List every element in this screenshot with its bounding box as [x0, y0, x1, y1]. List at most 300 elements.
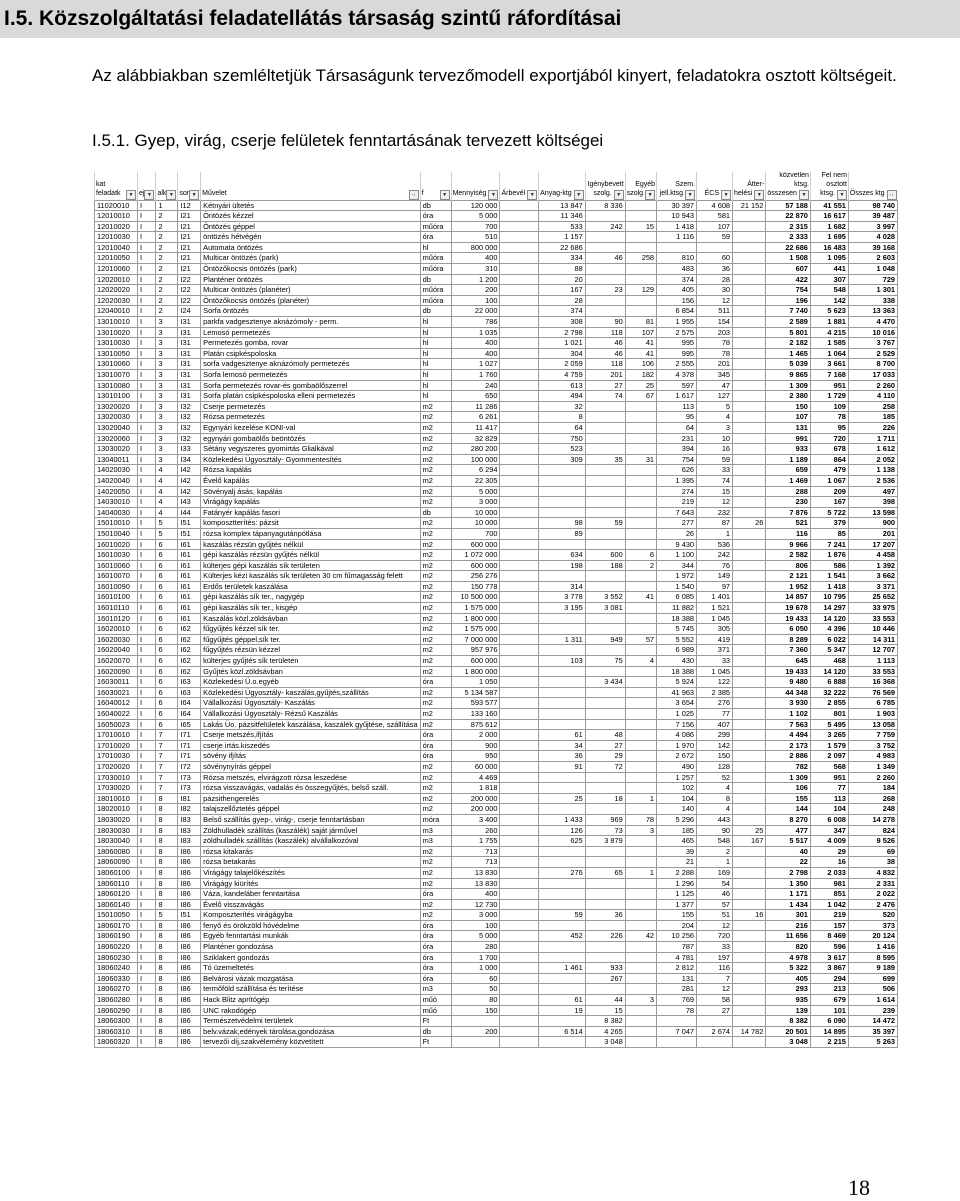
table-cell: I [138, 783, 156, 794]
table-cell: 2 033 [810, 867, 848, 878]
table-cell: 294 [810, 973, 848, 984]
table-cell: 7 [697, 973, 733, 984]
table-cell: óra [420, 931, 451, 942]
table-cell: 13010030 [95, 338, 138, 349]
table-cell [539, 889, 586, 900]
table-cell: Automata öntözés [201, 242, 420, 253]
table-cell: m2 [420, 899, 451, 910]
table-cell: 9 189 [848, 963, 897, 974]
table-cell: 18060220 [95, 942, 138, 953]
table-cell: cserje irtás.kiszedés [201, 740, 420, 751]
table-cell: 2 [156, 253, 178, 264]
table-cell: 11 882 [657, 603, 697, 614]
table-cell: 3 867 [810, 963, 848, 974]
table-cell: 4 028 [848, 232, 897, 243]
table-cell: 41 551 [810, 200, 848, 211]
table-cell: 209 [810, 486, 848, 497]
table-cell: 200 000 [451, 793, 500, 804]
filter-dropdown-icon[interactable]: ▼ [166, 190, 176, 200]
table-cell [625, 274, 656, 285]
table-cell: 1 027 [451, 359, 500, 370]
table-cell: komposztterítés: pázsit [201, 518, 420, 529]
table-cell [500, 920, 539, 931]
table-cell [500, 422, 539, 433]
table-cell [625, 264, 656, 275]
table-cell [500, 836, 539, 847]
table-cell: I42 [178, 486, 201, 497]
table-cell: 634 [539, 550, 586, 561]
table-cell: 201 [848, 528, 897, 539]
table-cell: 8 336 [585, 200, 625, 211]
table-cell: 3 [156, 412, 178, 423]
table-cell: Öntözőkocsis öntözés (planéter) [201, 295, 420, 306]
table-cell [539, 571, 586, 582]
filter-dropdown-icon[interactable]: -↓ [887, 190, 897, 200]
header-label-row [139, 190, 154, 200]
table-cell [500, 624, 539, 635]
table-cell: m2 [420, 454, 451, 465]
filter-dropdown-icon[interactable]: ▼ [527, 190, 537, 200]
table-cell: Virágágy kapálás [201, 497, 420, 508]
table-cell [539, 613, 586, 624]
table-cell: 806 [766, 560, 811, 571]
table-cell: Sziklakert gondozás [201, 952, 420, 963]
table-cell [585, 666, 625, 677]
table-cell [625, 645, 656, 656]
table-cell [733, 359, 766, 370]
table-cell: 13 363 [848, 306, 897, 317]
filter-dropdown-icon[interactable]: ▼ [440, 190, 450, 200]
table-cell: 12 [697, 497, 733, 508]
filter-dropdown-icon[interactable]: ▼ [614, 190, 624, 200]
table-cell [625, 444, 656, 455]
table-row [95, 931, 898, 942]
table-cell: 581 [697, 211, 733, 222]
table-cell: 8 [156, 889, 178, 900]
header-label: ÉCS [704, 190, 720, 198]
header-label: Átter- [747, 180, 765, 188]
table-cell: Tó üzemeltetés [201, 963, 420, 974]
table-cell: 17010010 [95, 730, 138, 741]
table-cell: 2 385 [697, 687, 733, 698]
table-cell [500, 761, 539, 772]
table-cell: 8 469 [810, 931, 848, 942]
table-cell: Lemosó permetezés [201, 327, 420, 338]
table-cell: 11 286 [451, 401, 500, 412]
table-cell [733, 391, 766, 402]
table-cell: 613 [539, 380, 586, 391]
table-cell [500, 401, 539, 412]
table-cell: 597 [657, 380, 697, 391]
table-cell: sövény ifjítás [201, 751, 420, 762]
table-cell [697, 1037, 733, 1048]
table-row [95, 454, 898, 465]
table-cell: 1 876 [810, 550, 848, 561]
table-cell [500, 444, 539, 455]
table-cell: 240 [451, 380, 500, 391]
table-cell: 720 [697, 931, 733, 942]
table-cell: I63 [178, 677, 201, 688]
table-cell: 1 418 [810, 581, 848, 592]
table-cell: I [138, 719, 156, 730]
table-cell [500, 814, 539, 825]
table-cell: 5 495 [810, 719, 848, 730]
table-cell: 1 025 [657, 709, 697, 720]
table-cell: 90 [697, 825, 733, 836]
table-cell: Öntözés kézzel [201, 211, 420, 222]
table-cell: 4 378 [657, 370, 697, 381]
table-cell: 13 058 [848, 719, 897, 730]
table-cell [585, 465, 625, 476]
table-cell: 6 022 [810, 634, 848, 645]
table-cell [500, 751, 539, 762]
table-cell [500, 539, 539, 550]
table-cell: 18030040 [95, 836, 138, 847]
table-cell: 12010050 [95, 253, 138, 264]
table-cell: 16020010 [95, 624, 138, 635]
table-cell: hl [420, 242, 451, 253]
table-cell: I [138, 518, 156, 529]
header-label-row [202, 190, 418, 200]
table-row [95, 751, 898, 762]
table-cell: 36 [585, 910, 625, 921]
table-cell: 568 [810, 761, 848, 772]
table-cell: db [420, 306, 451, 317]
table-cell [500, 867, 539, 878]
table-cell: I [138, 581, 156, 592]
table-cell: m2 [420, 422, 451, 433]
table-cell: hl [420, 359, 451, 370]
table-cell: I [138, 677, 156, 688]
table-cell: m2 [420, 613, 451, 624]
table-cell: I [138, 666, 156, 677]
table-cell: Sétány vegyszeres gyomirtás Glialkával [201, 444, 420, 455]
table-cell: 27 [697, 1005, 733, 1016]
filter-dropdown-icon[interactable]: ▼ [799, 190, 809, 200]
table-row [95, 656, 898, 667]
table-cell [733, 603, 766, 614]
table-cell: Öntözőkocsis öntözés (park) [201, 264, 420, 275]
table-cell: 242 [585, 221, 625, 232]
table-cell: m2 [420, 401, 451, 412]
table-cell: 75 [585, 656, 625, 667]
table-cell: 260 [451, 825, 500, 836]
table-cell: 5 924 [657, 677, 697, 688]
table-cell: I61 [178, 571, 201, 582]
table-cell: 1 508 [766, 253, 811, 264]
table-cell: 13020030 [95, 412, 138, 423]
table-cell [500, 698, 539, 709]
table-cell: 154 [697, 317, 733, 328]
table-cell: 6 989 [657, 645, 697, 656]
table-cell: óra [420, 973, 451, 984]
table-cell: I61 [178, 539, 201, 550]
table-cell: 231 [657, 433, 697, 444]
table-row [95, 391, 898, 402]
table-cell: 139 [766, 1005, 811, 1016]
table-cell: m2 [420, 687, 451, 698]
table-cell [733, 550, 766, 561]
header-row [95, 172, 898, 200]
table-cell: 468 [810, 656, 848, 667]
table-cell [733, 920, 766, 931]
table-cell: 50 [451, 984, 500, 995]
table-cell [500, 634, 539, 645]
table-cell: 27 [585, 380, 625, 391]
table-cell: Közlekedési Ügyosztály- kaszálás,gyűjtés,szállítás [201, 687, 420, 698]
table-cell: I [138, 211, 156, 222]
table-cell: 8 [156, 952, 178, 963]
table-cell: óra [420, 952, 451, 963]
table-cell: I [138, 370, 156, 381]
filter-dropdown-icon[interactable]: ▼ [126, 190, 136, 200]
table-cell: 5 000 [451, 931, 500, 942]
table-cell: 307 [810, 274, 848, 285]
table-cell: 59 [697, 232, 733, 243]
table-cell: 18020010 [95, 804, 138, 815]
table-cell: I [138, 401, 156, 412]
filter-dropdown-icon[interactable]: ▼ [837, 190, 847, 200]
table-cell: 3 [156, 338, 178, 349]
table-cell: 118 [585, 359, 625, 370]
table-cell: 4 [156, 475, 178, 486]
table-cell: 6 [156, 645, 178, 656]
table-cell: 11020010 [95, 200, 138, 211]
header-label: Szem. [675, 180, 696, 188]
table-cell: 32 829 [451, 433, 500, 444]
table-cell: 12 [697, 984, 733, 995]
table-cell: 118 [585, 327, 625, 338]
table-cell: külterjes gyűjtés sík területen [201, 656, 420, 667]
table-cell: 20 [539, 274, 586, 285]
table-cell [733, 422, 766, 433]
table-cell: m2 [420, 592, 451, 603]
header-label: ktsg. [794, 180, 809, 188]
table-cell: 3 552 [585, 592, 625, 603]
table-cell: m2 [420, 857, 451, 868]
table-cell: hl [420, 338, 451, 349]
table-cell: 800 000 [451, 242, 500, 253]
table-cell [625, 624, 656, 635]
table-cell: I [138, 963, 156, 974]
table-cell: Ft [420, 1037, 451, 1048]
table-cell: 1 700 [451, 952, 500, 963]
table-cell: 106 [625, 359, 656, 370]
table-cell: 6 050 [766, 624, 811, 635]
table-cell: 13010100 [95, 391, 138, 402]
table-cell [625, 984, 656, 995]
table-cell: 950 [451, 751, 500, 762]
table-cell [500, 1005, 539, 1016]
table-cell: fűgyűjtés rézsün kézzel [201, 645, 420, 656]
table-cell: gépi kaszálás sík ter., nagygép [201, 592, 420, 603]
table-cell: 12010020 [95, 221, 138, 232]
table-cell: I63 [178, 687, 201, 698]
table-cell: 8 [156, 814, 178, 825]
filter-dropdown-icon[interactable]: ▼ [488, 190, 498, 200]
table-cell [451, 1037, 500, 1048]
filter-dropdown-icon[interactable]: ▼ [754, 190, 764, 200]
table-cell: 5 039 [766, 359, 811, 370]
table-cell: 33 553 [848, 666, 897, 677]
table-cell: műóra [420, 285, 451, 296]
table-cell: 6 085 [657, 592, 697, 603]
table-cell: 28 [539, 295, 586, 306]
table-cell: I72 [178, 761, 201, 772]
table-cell: I [138, 772, 156, 783]
table-cell: 20 124 [848, 931, 897, 942]
table-cell: 2 173 [766, 740, 811, 751]
table-cell [585, 433, 625, 444]
table-cell: 35 [585, 454, 625, 465]
table-cell: óra [420, 963, 451, 974]
table-cell [585, 920, 625, 931]
table-row [95, 422, 898, 433]
table-cell: UNC rakodógép [201, 1005, 420, 1016]
table-cell: 2 674 [697, 1026, 733, 1037]
table-cell [539, 899, 586, 910]
table-cell: 216 [766, 920, 811, 931]
table-cell: I86 [178, 931, 201, 942]
table-cell: fűgyűjtés géppel,sík ter. [201, 634, 420, 645]
table-cell [539, 624, 586, 635]
table-cell: műóra [420, 253, 451, 264]
table-cell: 18 [585, 793, 625, 804]
table-cell [500, 370, 539, 381]
table-cell: 288 [766, 486, 811, 497]
table-cell [539, 507, 586, 518]
table-cell: 150 778 [451, 581, 500, 592]
header-cell [138, 172, 156, 200]
table-cell: 430 [657, 656, 697, 667]
filter-dropdown-icon[interactable]: ▼ [721, 190, 731, 200]
table-row [95, 634, 898, 645]
table-cell: 142 [697, 740, 733, 751]
table-cell: I73 [178, 783, 201, 794]
table-cell: 3 081 [585, 603, 625, 614]
table-cell: 13010060 [95, 359, 138, 370]
table-cell: I [138, 910, 156, 921]
table-cell [733, 656, 766, 667]
table-cell: 1 067 [810, 475, 848, 486]
table-cell: m2 [420, 804, 451, 815]
table-cell: I86 [178, 846, 201, 857]
table-cell: 17 033 [848, 370, 897, 381]
table-cell: m2 [420, 846, 451, 857]
table-cell [500, 1016, 539, 1027]
filter-dropdown-icon[interactable]: ▼ [574, 190, 584, 200]
table-cell: 204 [657, 920, 697, 931]
table-cell: 14 782 [733, 1026, 766, 1037]
table-cell: belv.vázak,edények tárolása,gondozása [201, 1026, 420, 1037]
table-cell: I [138, 433, 156, 444]
table-cell: I [138, 899, 156, 910]
table-cell: 33 [697, 465, 733, 476]
table-cell: sövénynyírás géppel [201, 761, 420, 772]
table-cell [733, 613, 766, 624]
table-cell: 6 785 [848, 698, 897, 709]
table-cell [733, 433, 766, 444]
table-cell: I86 [178, 973, 201, 984]
table-cell: I [138, 295, 156, 306]
table-cell: 5 552 [657, 634, 697, 645]
table-cell: 4 [156, 507, 178, 518]
table-cell: I86 [178, 889, 201, 900]
table-cell: 2 288 [657, 867, 697, 878]
table-cell [539, 465, 586, 476]
table-cell [625, 232, 656, 243]
table-cell: 14030010 [95, 497, 138, 508]
table-cell [500, 984, 539, 995]
table-cell: 2 052 [848, 454, 897, 465]
table-cell: I24 [178, 306, 201, 317]
table-cell: I86 [178, 899, 201, 910]
table-row [95, 200, 898, 211]
table-cell [539, 497, 586, 508]
table-cell: 13040011 [95, 454, 138, 465]
table-cell: 3 [625, 825, 656, 836]
table-cell: 16040022 [95, 709, 138, 720]
filter-dropdown-icon[interactable]: ▼ [189, 190, 199, 200]
table-cell [500, 942, 539, 953]
table-cell: 2 182 [766, 338, 811, 349]
table-cell: 1 301 [848, 285, 897, 296]
filter-dropdown-icon[interactable]: -↓ [409, 190, 419, 200]
table-cell: 6 [156, 571, 178, 582]
table-cell: 1 575 000 [451, 603, 500, 614]
table-cell: 373 [848, 920, 897, 931]
table-cell: 60 [697, 253, 733, 264]
table-cell: I32 [178, 401, 201, 412]
table-cell: gépi kaszálás rézsün gyűjtés nélkül [201, 550, 420, 561]
table-row [95, 486, 898, 497]
filter-dropdown-icon[interactable]: ▼ [144, 190, 154, 200]
table-cell: 1 418 [657, 221, 697, 232]
table-row [95, 221, 898, 232]
table-row [95, 814, 898, 825]
table-cell [500, 889, 539, 900]
table-cell: I [138, 857, 156, 868]
table-cell: 625 [539, 836, 586, 847]
table-cell [733, 846, 766, 857]
table-cell: I31 [178, 338, 201, 349]
table-cell: 3 265 [810, 730, 848, 741]
table-cell: 548 [697, 836, 733, 847]
table-cell: 3 000 [451, 497, 500, 508]
table-cell: I [138, 709, 156, 720]
table-cell: 6 [156, 677, 178, 688]
filter-dropdown-icon[interactable]: ▼ [645, 190, 655, 200]
table-cell: 22 000 [451, 306, 500, 317]
table-cell: 6 261 [451, 412, 500, 423]
table-cell [733, 232, 766, 243]
table-cell [733, 730, 766, 741]
table-cell: 935 [766, 995, 811, 1006]
table-cell [539, 1016, 586, 1027]
table-cell: 4 832 [848, 867, 897, 878]
table-cell: 419 [697, 634, 733, 645]
table-cell [733, 571, 766, 582]
table-cell: 18060120 [95, 889, 138, 900]
filter-dropdown-icon[interactable]: ▼ [685, 190, 695, 200]
table-cell: gépi kaszálás sík ter., kisgép [201, 603, 420, 614]
table-cell [585, 719, 625, 730]
header-label: Fel nem [821, 172, 847, 180]
table-cell: Hack Blitz aprítógép [201, 995, 420, 1006]
table-cell: I61 [178, 603, 201, 614]
table-cell: 479 [810, 465, 848, 476]
table-cell: 2 333 [766, 232, 811, 243]
